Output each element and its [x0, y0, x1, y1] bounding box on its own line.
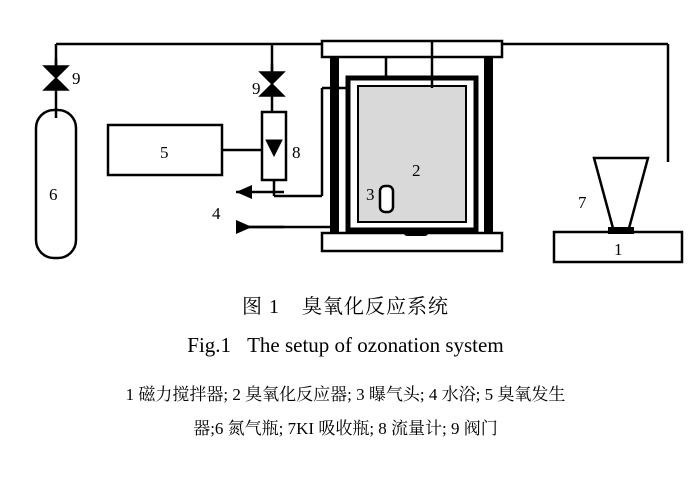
label-3: 3: [366, 185, 375, 204]
label-4: 4: [212, 204, 221, 223]
label-9-right: 9: [252, 79, 261, 98]
aeration-head-3: [380, 186, 393, 212]
nitrogen-cylinder-6: [36, 110, 76, 258]
caption-en-title: The setup of ozonation system: [247, 333, 504, 357]
caption-cn-title: 臭氧化反应系统: [302, 296, 449, 318]
valve-9-right: [260, 64, 284, 112]
figure-caption-english: [0, 333, 691, 358]
label-2: 2: [412, 161, 421, 180]
reactor-assembly-2: [322, 41, 502, 251]
legend-line-2: 器;6 氮气瓶; 7KI 吸收瓶; 8 流量计; 9 阀门: [193, 419, 498, 438]
label-8: 8: [292, 143, 301, 162]
ozone-generator-5: [108, 125, 262, 175]
figure-legend: [30, 378, 661, 446]
label-1: 1: [614, 240, 623, 259]
legend-line-1: 1 磁力搅拌器; 2 臭氧化反应器; 3 曝气头; 4 水浴; 5 臭氧发生: [125, 385, 566, 404]
label-6: 6: [49, 185, 58, 204]
label-9-left: 9: [72, 69, 81, 88]
water-bath-arrows-4: [236, 185, 330, 234]
caption-cn-number: 图 1: [242, 296, 280, 318]
caption-en-number: Fig.1: [187, 333, 232, 357]
label-7: 7: [578, 193, 587, 212]
figure-caption-chinese: [0, 290, 691, 319]
valve-9-left: [44, 58, 68, 110]
ki-absorption-flask-7: [594, 150, 668, 232]
label-5: 5: [160, 143, 169, 162]
